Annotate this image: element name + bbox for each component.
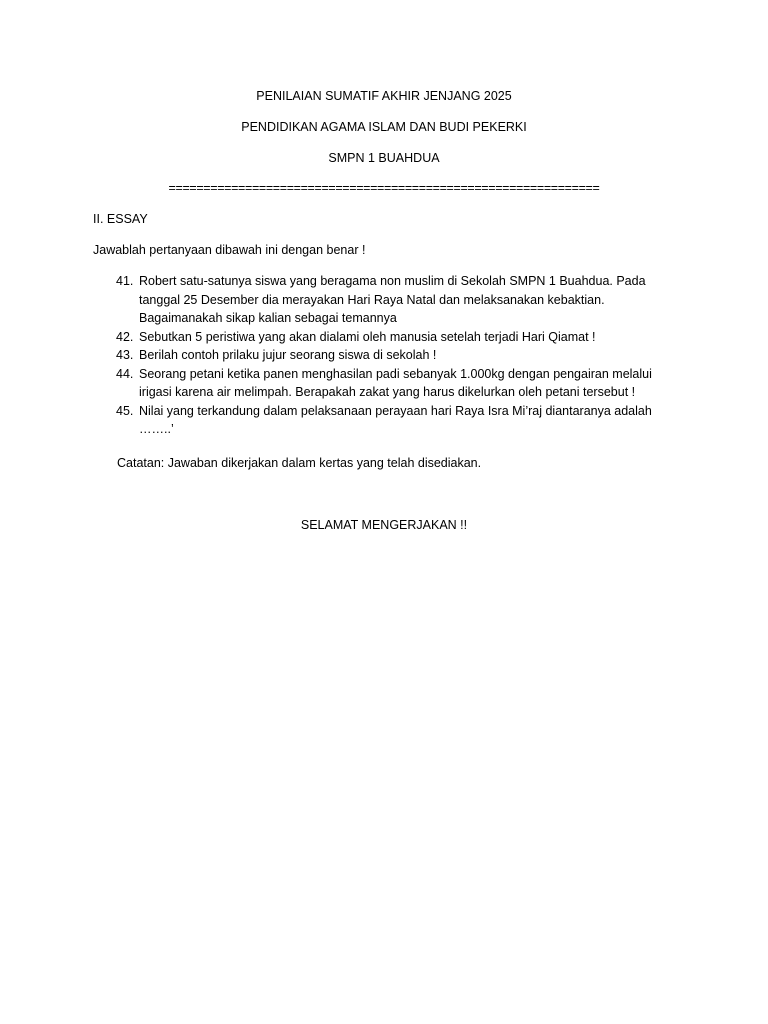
question-number: 42. xyxy=(116,329,134,344)
exam-title: PENILAIAN SUMATIF AKHIR JENJANG 2025 xyxy=(256,89,512,103)
section-title: II. ESSAY xyxy=(93,212,148,226)
question-item xyxy=(110,402,680,439)
question-number: 43. xyxy=(116,348,134,362)
question-text: Seorang petani ketika panen menghasilan padi sebanyak 1.000kg dengan pengairan melalui irigasi karena air melimpah. Berapakah zakat yang harus dikelurkan oleh petani tersebut ! xyxy=(139,366,652,399)
question-list xyxy=(110,272,680,439)
question-number: 45. xyxy=(116,403,134,418)
question-text: Nilai yang terkandung dalam pelaksanaan perayaan hari Raya Isra Mi’raj diantaranya adalah ……..’ xyxy=(139,403,652,436)
question-item xyxy=(110,272,680,328)
question-item xyxy=(110,365,680,402)
school-name: SMPN 1 BUAHDUA xyxy=(328,151,440,165)
separator-line: ============================================================== xyxy=(168,181,600,195)
instruction-text: Jawablah pertanyaan dibawah ini dengan benar ! xyxy=(93,243,366,257)
closing-text: SELAMAT MENGERJAKAN !! xyxy=(300,518,468,532)
question-item xyxy=(110,346,680,365)
subject-title: PENDIDIKAN AGAMA ISLAM DAN BUDI PEKERKI xyxy=(241,120,527,134)
note-text: Catatan: Jawaban dikerjakan dalam kertas yang telah disediakan. xyxy=(117,456,482,470)
question-text: Sebutkan 5 peristiwa yang akan dialami oleh manusia setelah terjadi Hari Qiamat ! xyxy=(139,329,596,344)
question-text: Robert satu-satunya siswa yang beragama non muslim di Sekolah SMPN 1 Buahdua. Pada tanggal 25 Desember dia merayakan Hari Raya Natal dan melaksanakan kebaktian. Bagaimanakah sikap kalian sebagai temannya xyxy=(139,274,646,325)
question-number: 41. xyxy=(116,274,134,288)
question-text: Berilah contoh prilaku jujur seorang siswa di sekolah ! xyxy=(139,348,437,362)
question-number: 44. xyxy=(116,366,134,381)
question-item xyxy=(110,328,680,347)
